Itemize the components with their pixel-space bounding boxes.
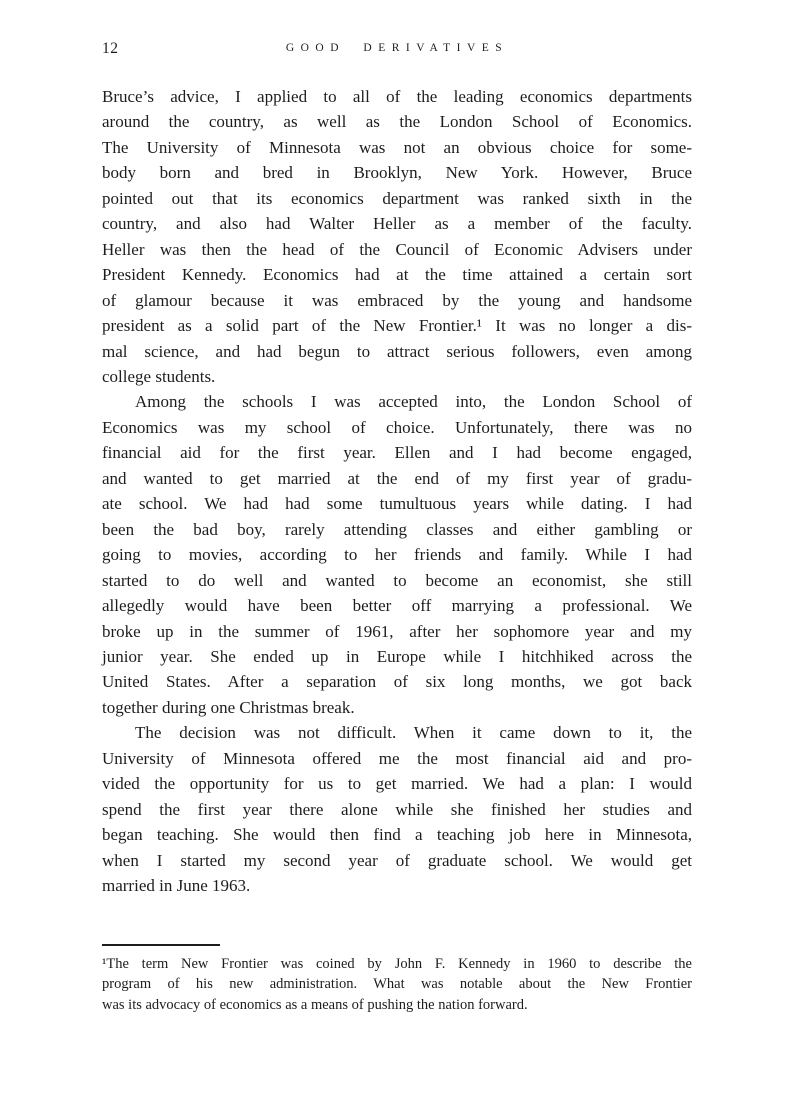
text-line: vided the opportunity for us to get married. We had a plan: I would <box>102 774 692 794</box>
text-line: going to movies, according to her friends and family. While I had <box>102 545 692 565</box>
text-line: Bruce’s advice, I applied to all of the leading economics departments <box>102 87 692 106</box>
text-line: college students. <box>102 366 216 386</box>
text-line: broke up in the summer of 1961, after her sophomore year and my <box>102 621 692 641</box>
footnote <box>102 944 692 1015</box>
text-line: married in June 1963. <box>102 876 251 896</box>
text-line: financial aid for the first year. Ellen and I had become engaged, <box>102 443 692 463</box>
text-line: spend the first year there alone while she finished her studies and <box>102 799 692 819</box>
text-line: was its advocacy of economics as a means of pushing the nation forward. <box>102 996 528 1013</box>
body-text <box>102 84 692 899</box>
text-line: United States. After a separation of six long months, we got back <box>102 672 692 692</box>
text-line: of glamour because it was embraced by the young and handsome <box>102 290 692 310</box>
text-line: began teaching. She would then find a teaching job here in Minnesota, <box>102 825 692 845</box>
text-line: University of Minnesota offered me the most financial aid and pro- <box>102 748 692 768</box>
text-line: pointed out that its economics department was ranked sixth in the <box>102 188 692 208</box>
text-line: President Kennedy. Economics had at the time attained a certain sort <box>102 265 692 285</box>
text-line: president as a solid part of the New Frontier.¹ It was no longer a dis- <box>102 316 692 336</box>
text-line: junior year. She ended up in Europe while I hitchhiked across the <box>102 646 692 666</box>
text-line: ¹The term New Frontier was coined by John F. Kennedy in 1960 to describe the <box>102 955 692 972</box>
page-header <box>102 40 692 58</box>
paragraph <box>102 84 692 389</box>
text-line: when I started my second year of graduate school. We would get <box>102 850 692 870</box>
text-line: program of his new administration. What was notable about the New Frontier <box>102 976 692 993</box>
text-line: Economics was my school of choice. Unfortunately, there was no <box>102 417 692 437</box>
text-line: together during one Christmas break. <box>102 697 355 717</box>
text-line: allegedly would have been better off marrying a professional. We <box>102 596 692 616</box>
text-line: Among the schools I was accepted into, the London School of <box>135 392 692 412</box>
page-number: 12 <box>102 40 119 57</box>
paragraph <box>102 720 692 898</box>
text-line: body born and bred in Brooklyn, New York. However, Bruce <box>102 163 692 183</box>
text-line: mal science, and had begun to attract serious followers, even among <box>102 341 692 361</box>
text-line: ate school. We had had some tumultuous years while dating. I had <box>102 494 692 514</box>
text-line: The University of Minnesota was not an obvious choice for some- <box>102 137 692 157</box>
text-line: been the bad boy, rarely attending classes and either gambling or <box>102 519 692 539</box>
text-line: Heller was then the head of the Council of Economic Advisers under <box>102 239 692 259</box>
running-head: GOOD DERIVATIVES <box>285 42 509 54</box>
footnote-separator <box>102 944 220 946</box>
paragraph <box>102 389 692 720</box>
text-line: and wanted to get married at the end of my first year of gradu- <box>102 468 692 488</box>
text-line: started to do well and wanted to become an economist, she still <box>102 570 692 590</box>
text-line: country, and also had Walter Heller as a member of the faculty. <box>102 214 692 234</box>
text-line: around the country, as well as the London School of Economics. <box>102 112 692 132</box>
text-line: The decision was not difficult. When it came down to it, the <box>135 723 692 743</box>
footnote-text <box>102 954 692 1016</box>
